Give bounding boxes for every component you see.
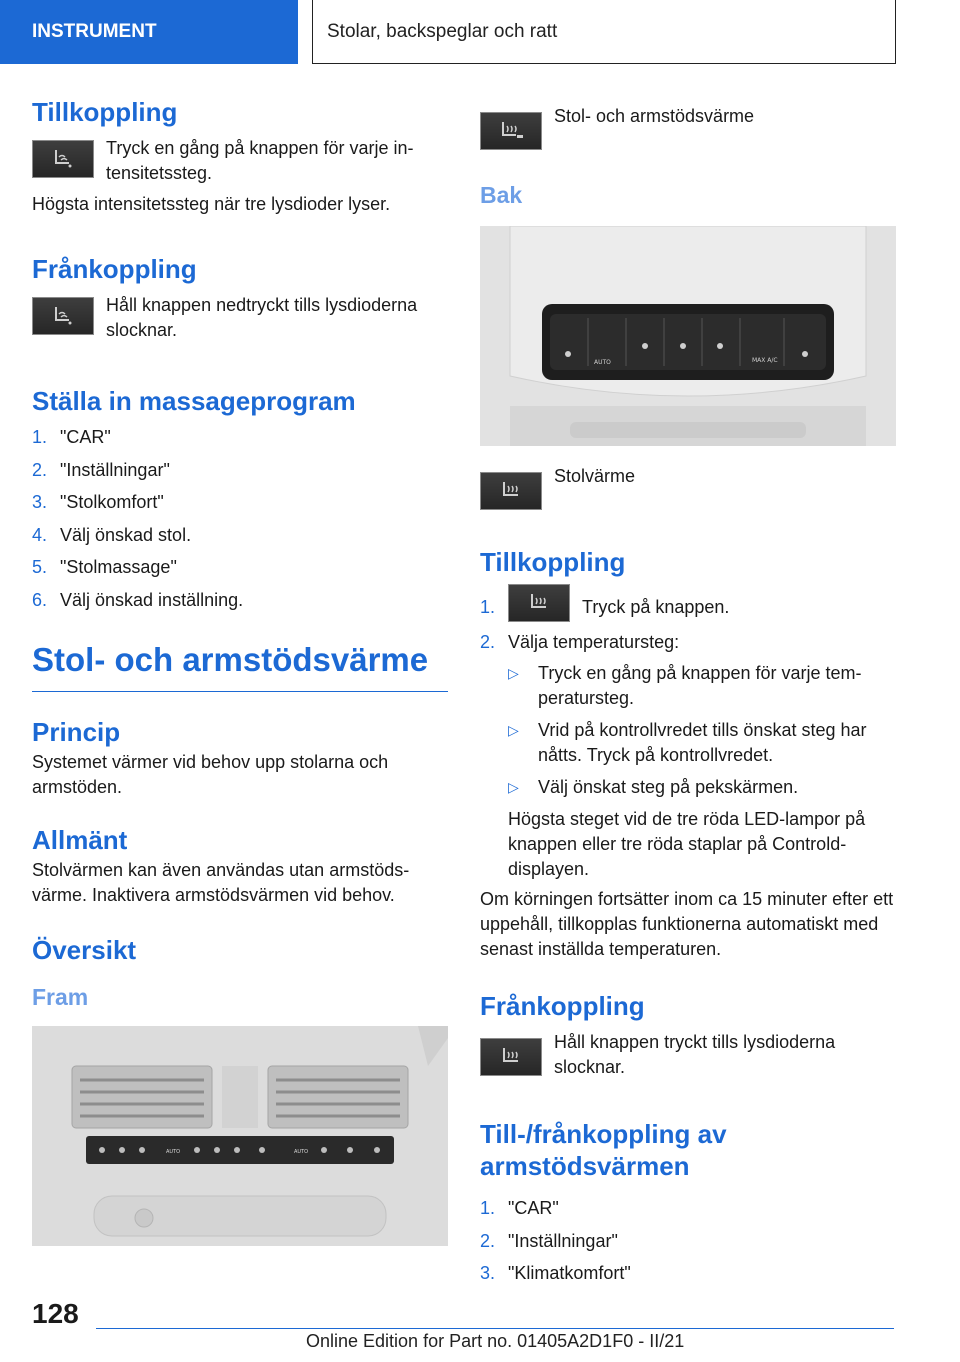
armrest-heat-row: [480, 104, 896, 150]
seat-heat-icon: [480, 472, 542, 510]
right-column: [480, 104, 896, 1294]
list-item: 1. "CAR": [480, 1198, 559, 1218]
tillkoppling-steps: [480, 592, 896, 882]
frankoppling-text-right: Håll knappen tryckt tills lysdioderna slocknar.: [554, 1032, 836, 1077]
seat-heat-label: Stolvärme: [554, 466, 636, 486]
list-item: 4. Välj önskad stol.: [32, 524, 192, 545]
list-item: 2. "Inställningar": [32, 459, 170, 480]
tillkoppling-note: Högsta intensitetssteg när tre lysdioder lyser.: [32, 194, 391, 214]
list-item: 1. "CAR": [32, 427, 111, 447]
seat-heat-off-row: [480, 1030, 896, 1080]
list-item: 2. "Inställningar": [480, 1230, 618, 1251]
princip-text: Systemet värmer vid behov upp stolarna och armstöden.: [32, 751, 389, 797]
seat-heat-icon: [480, 1038, 542, 1076]
seat-heat-row: [480, 464, 896, 510]
tillkoppling-para: Om körningen fortsätter inom ca 15 minuter efter ett uppehåll, tillkopplas funktionerna automatiskt med senast inställda temperaturen.: [480, 889, 894, 959]
list-item: ▷ Tryck en gång på knappen för varje temperatursteg.: [508, 662, 862, 708]
heading-massage: Ställa in massageprogram: [32, 386, 356, 416]
heading-allmant: Allmänt: [32, 824, 128, 855]
heading-tillkoppling: Tillkoppling: [32, 97, 178, 127]
seat-heat-icon: [508, 584, 570, 622]
list-item: 1. Tryck på knappen.: [480, 592, 896, 622]
massage-off-button-row: [32, 293, 448, 343]
header-section: [0, 0, 298, 64]
list-item: 2. Välja temperatursteg: ▷ Tryck en gång på knappen för varje temperatursteg. ▷ Vrid på kontrollvredet tills önskat steg har nåtts. Tryck på kontrollvredet. ▷ Välj önskat steg på pekskärmen. Högsta steget vid de tre röda LED-lampor på knappen eller tre röda staplar på Controlddisplayen.: [480, 630, 896, 882]
list-item: ▷ Välj önskat steg på pekskärmen.: [508, 776, 799, 797]
edition-text: Online Edition for Part no. 01405A2D1F0 - II/21: [306, 1331, 685, 1351]
left-column: [32, 96, 448, 1246]
chapter-title: Stolar, backspeglar och ratt: [327, 20, 558, 42]
front-climate-panel-photo: [32, 1026, 448, 1246]
list-item: ▷ Vrid på kontrollvredet tills önskat steg har nåtts. Tryck på kontrollvredet.: [508, 719, 867, 765]
section-title: INSTRUMENT: [32, 21, 157, 42]
list-item: 6. Välj önskad inställning.: [32, 589, 244, 610]
heading-tillkoppling-right: Tillkoppling: [480, 547, 626, 577]
footer-divider: [96, 1328, 894, 1329]
page-number: 128: [32, 1298, 79, 1329]
heading-princip: Princip: [32, 716, 121, 747]
heading-frankoppling: Frånkoppling: [32, 254, 197, 284]
massage-button-row: [32, 136, 448, 186]
massage-steps: [32, 425, 448, 613]
fram-auto-label: AUTO: [166, 1148, 181, 1155]
armrest-heat-label: Stol- och armstödsvärme: [554, 106, 755, 126]
fram-auto-label-2: AUTO: [294, 1148, 309, 1155]
heading-oversikt: Översikt: [32, 934, 137, 965]
frankoppling-text: Håll knappen nedtryckt tills lysdioderna slocknar.: [106, 295, 418, 340]
list-item: 3. "Stolkomfort": [32, 492, 164, 512]
header-chapter: [312, 0, 896, 64]
heading-frankoppling-right: Frånkoppling: [480, 991, 645, 1021]
list-item: 5. "Stolmassage": [32, 557, 177, 577]
heading-armstod: Till-/frånkoppling av armstödsvärmen: [480, 1119, 727, 1181]
heading-bak: Bak: [480, 182, 523, 208]
seat-massage-icon: [32, 297, 94, 335]
seat-armrest-heat-icon: [480, 112, 542, 150]
rear-climate-panel-photo: [480, 226, 896, 446]
bak-max-label: MAX A/C: [752, 357, 778, 364]
allmant-text: Stolvärmen kan även användas utan armstödsvärme. Inaktivera armstödsvärmen vid behov.: [32, 859, 410, 905]
list-item: 3. "Klimatkomfort": [480, 1263, 631, 1283]
seat-massage-icon: [32, 140, 94, 178]
heading-fram: Fram: [32, 983, 89, 1010]
bak-auto-label: AUTO: [594, 359, 611, 366]
tillkoppling-text: Tryck en gång på knappen för varje intensitetssteg.: [106, 138, 414, 183]
tillkoppling-note-right: Högsta steget vid de tre röda LED-lampor på knappen eller tre röda staplar på Controlddisplayen.: [508, 808, 866, 879]
temperature-options: [508, 661, 896, 800]
chapter-heading: Stol- och armstödsvärme: [32, 639, 448, 692]
armstod-steps: [480, 1196, 896, 1286]
